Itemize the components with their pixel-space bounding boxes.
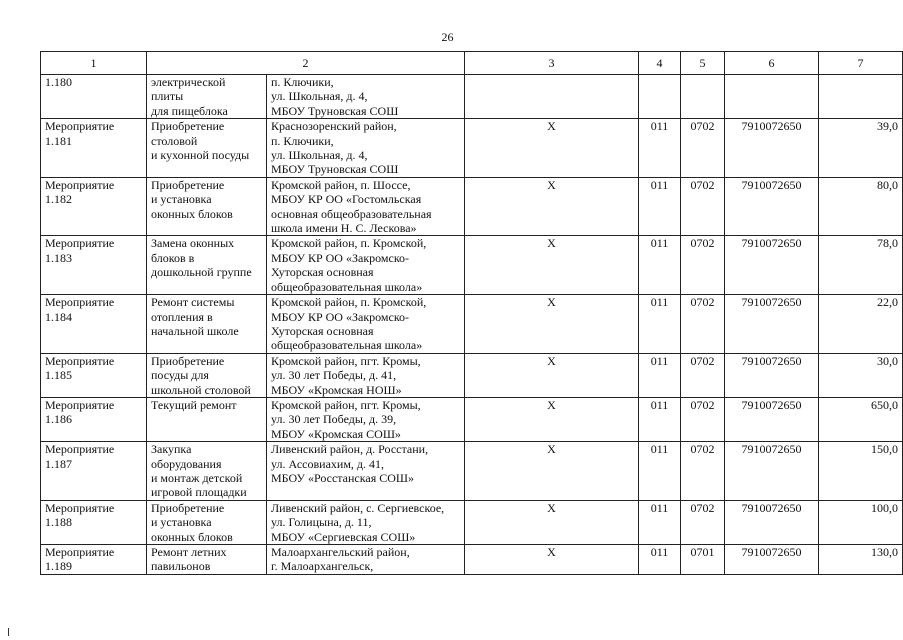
cell-line: ул. Школьная, д. 4, xyxy=(271,148,368,163)
header-cell-4: 4 xyxy=(639,52,681,75)
column3-cell: Х xyxy=(465,442,639,501)
event-id-cell xyxy=(41,119,147,178)
amount-cell xyxy=(819,75,903,119)
cell-line: школа имени Н. С. Лескова» xyxy=(271,221,417,236)
cell-line: Мероприятие xyxy=(45,353,115,368)
event-id-cell xyxy=(41,397,147,441)
page-number: 26 xyxy=(441,30,454,44)
data-table xyxy=(40,51,903,575)
cell-line: 1.186 xyxy=(45,412,72,427)
cell-line: Хуторская основная xyxy=(271,323,374,338)
cell-line: игровой площадки xyxy=(151,485,247,500)
amount-cell: 22,0 xyxy=(819,295,903,354)
amount-cell: 30,0 xyxy=(819,353,903,397)
column6-cell: 7910072650 xyxy=(725,545,819,575)
cell-line: МБОУ Труновская СОШ xyxy=(271,162,399,177)
event-id-cell xyxy=(41,353,147,397)
column5-cell: 0702 xyxy=(681,500,725,544)
cell-line: Краснозоренский район, xyxy=(271,119,397,134)
amount-cell: 78,0 xyxy=(819,236,903,295)
cell-line: 1.187 xyxy=(45,456,72,471)
amount-cell: 100,0 xyxy=(819,500,903,544)
cell-line: 1.183 xyxy=(45,250,72,265)
cell-line: Приобретение xyxy=(151,177,225,192)
cell-line: ул. Ассовиахим, д. 41, xyxy=(271,456,385,471)
location-cell xyxy=(267,119,465,178)
column3-cell: Х xyxy=(465,119,639,178)
cell-line: для пищеблока xyxy=(151,103,228,118)
cell-line: общеобразовательная школа» xyxy=(271,279,423,294)
column5-cell: 0702 xyxy=(681,442,725,501)
location-cell xyxy=(267,177,465,236)
table-row xyxy=(41,545,903,575)
cell-line: Ливенский район, с. Сергиевское, xyxy=(271,500,445,515)
column3-cell: Х xyxy=(465,236,639,295)
cell-line: Кромской район, п. Кромской, xyxy=(271,295,427,310)
column4-cell: 011 xyxy=(639,397,681,441)
cell-line: МБОУ «Кромская СОШ» xyxy=(271,426,401,441)
column5-cell: 0702 xyxy=(681,119,725,178)
cell-line: электрической xyxy=(151,75,226,89)
table-row xyxy=(41,397,903,441)
column3-cell: Х xyxy=(465,295,639,354)
column4-cell: 011 xyxy=(639,500,681,544)
cell-line: и установка xyxy=(151,192,212,207)
event-id-cell xyxy=(41,295,147,354)
cell-line: г. Малоархангельск, xyxy=(271,559,374,574)
header-cell-7: 7 xyxy=(819,52,903,75)
cell-line: Мероприятие xyxy=(45,500,115,515)
event-name-cell xyxy=(147,295,267,354)
amount-cell: 39,0 xyxy=(819,119,903,178)
column4-cell: 011 xyxy=(639,295,681,354)
cell-line: Малоархангельский район, xyxy=(271,545,410,559)
cell-line: и установка xyxy=(151,515,212,530)
cell-line: МБОУ Труновская СОШ xyxy=(271,103,399,118)
cell-line: Мероприятие xyxy=(45,119,115,134)
cell-line: плиты xyxy=(151,89,184,104)
cell-line: Мероприятие xyxy=(45,545,115,559)
cell-line: п. Ключики, xyxy=(271,133,334,148)
cell-line: основная общеобразовательная xyxy=(271,206,432,221)
cell-line: павильонов xyxy=(151,559,211,574)
cell-line: и монтаж детской xyxy=(151,470,243,485)
column6-cell xyxy=(725,75,819,119)
column4-cell: 011 xyxy=(639,119,681,178)
amount-cell: 150,0 xyxy=(819,442,903,501)
event-name-cell xyxy=(147,119,267,178)
cell-line: 1.189 xyxy=(45,559,72,574)
column3-cell: Х xyxy=(465,353,639,397)
cell-line: Мероприятие xyxy=(45,236,115,251)
column5-cell: 0702 xyxy=(681,397,725,441)
column5-cell: 0702 xyxy=(681,236,725,295)
column3-cell: Х xyxy=(465,500,639,544)
table-row xyxy=(41,442,903,501)
event-id-cell xyxy=(41,177,147,236)
cell-line: Приобретение xyxy=(151,353,225,368)
cell-line: Мероприятие xyxy=(45,397,115,412)
location-cell xyxy=(267,75,465,119)
column6-cell: 7910072650 xyxy=(725,500,819,544)
cell-line: Ремонт системы xyxy=(151,295,235,310)
event-name-cell xyxy=(147,353,267,397)
cell-line: МБОУ «Сергиевская СОШ» xyxy=(271,529,416,544)
header-cell-3: 3 xyxy=(465,52,639,75)
column3-cell: Х xyxy=(465,177,639,236)
column4-cell: 011 xyxy=(639,177,681,236)
cell-line: Замена оконных xyxy=(151,236,235,251)
column5-cell: 0702 xyxy=(681,295,725,354)
cell-line: 1.182 xyxy=(45,192,72,207)
location-cell xyxy=(267,545,465,575)
column6-cell: 7910072650 xyxy=(725,236,819,295)
table-row xyxy=(41,295,903,354)
table-row xyxy=(41,353,903,397)
location-cell xyxy=(267,295,465,354)
column4-cell xyxy=(639,75,681,119)
cell-line: Приобретение xyxy=(151,500,225,515)
table-row xyxy=(41,177,903,236)
event-name-cell xyxy=(147,177,267,236)
cell-line: МБОУ «Росстанская СОШ» xyxy=(271,470,415,485)
cell-line: МБОУ КР ОО «Закромско- xyxy=(271,250,410,265)
column6-cell: 7910072650 xyxy=(725,295,819,354)
cell-line: оконных блоков xyxy=(151,206,233,221)
cell-line: 1.184 xyxy=(45,309,72,324)
location-cell xyxy=(267,500,465,544)
cell-line: оконных блоков xyxy=(151,529,233,544)
cell-line: МБОУ КР ОО «Гостомльская xyxy=(271,192,422,207)
column5-cell xyxy=(681,75,725,119)
column4-cell: 011 xyxy=(639,353,681,397)
cell-line: 1.181 xyxy=(45,133,72,148)
cell-line: посуды для xyxy=(151,368,209,383)
event-id-cell xyxy=(41,545,147,575)
cell-line: и кухонной посуды xyxy=(151,148,250,163)
event-name-cell xyxy=(147,236,267,295)
cell-line: Ремонт летних xyxy=(151,545,227,559)
header-cell-6: 6 xyxy=(725,52,819,75)
cell-line: Кромской район, п. Шоссе, xyxy=(271,177,411,192)
cell-line: школьной столовой xyxy=(151,382,251,397)
event-name-cell xyxy=(147,442,267,501)
column6-cell: 7910072650 xyxy=(725,442,819,501)
amount-cell: 130,0 xyxy=(819,545,903,575)
column6-cell: 7910072650 xyxy=(725,177,819,236)
cell-line: ул. 30 лет Победы, д. 39, xyxy=(271,412,397,427)
column6-cell: 7910072650 xyxy=(725,119,819,178)
table-row xyxy=(41,75,903,119)
table-header-row xyxy=(41,52,903,75)
location-cell xyxy=(267,353,465,397)
event-name-cell xyxy=(147,75,267,119)
cell-line: 1.180 xyxy=(45,75,72,89)
table-body xyxy=(41,52,903,575)
cell-line: Мероприятие xyxy=(45,442,115,457)
cell-line: Текущий ремонт xyxy=(151,397,237,412)
cell-line: МБОУ «Кромская НОШ» xyxy=(271,382,402,397)
cell-line: общеобразовательная школа» xyxy=(271,338,423,353)
column6-cell: 7910072650 xyxy=(725,353,819,397)
cell-line: Хуторская основная xyxy=(271,265,374,280)
cell-line: 1.185 xyxy=(45,368,72,383)
cell-line: 1.188 xyxy=(45,515,72,530)
cell-line: Приобретение xyxy=(151,119,225,134)
event-id-cell xyxy=(41,75,147,119)
cell-line: Закупка xyxy=(151,442,192,457)
event-name-cell xyxy=(147,397,267,441)
column5-cell: 0702 xyxy=(681,353,725,397)
table-row xyxy=(41,119,903,178)
event-id-cell xyxy=(41,500,147,544)
amount-cell: 650,0 xyxy=(819,397,903,441)
cell-line: ул. Голицына, д. 11, xyxy=(271,515,372,530)
column4-cell: 011 xyxy=(639,442,681,501)
table-row xyxy=(41,500,903,544)
cell-line: МБОУ КР ОО «Закромско- xyxy=(271,309,410,324)
event-name-cell xyxy=(147,500,267,544)
column3-cell xyxy=(465,75,639,119)
event-id-cell xyxy=(41,236,147,295)
cell-line: начальной школе xyxy=(151,323,239,338)
cell-line: Мероприятие xyxy=(45,295,115,310)
cell-line: Ливенский район, д. Росстани, xyxy=(271,442,429,457)
event-id-cell xyxy=(41,442,147,501)
column3-cell: Х xyxy=(465,397,639,441)
header-cell-5: 5 xyxy=(681,52,725,75)
location-cell xyxy=(267,397,465,441)
column5-cell: 0702 xyxy=(681,177,725,236)
location-cell xyxy=(267,236,465,295)
table-row xyxy=(41,236,903,295)
event-name-cell xyxy=(147,545,267,575)
scan-edge-mark xyxy=(8,628,9,636)
column4-cell: 011 xyxy=(639,236,681,295)
amount-cell: 80,0 xyxy=(819,177,903,236)
cell-line: Кромской район, пгт. Кромы, xyxy=(271,397,421,412)
cell-line: Мероприятие xyxy=(45,177,115,192)
cell-line: Кромской район, п. Кромской, xyxy=(271,236,427,251)
cell-line: Кромской район, пгт. Кромы, xyxy=(271,353,421,368)
location-cell xyxy=(267,442,465,501)
cell-line: дошкольной группе xyxy=(151,265,252,280)
cell-line: п. Ключики, xyxy=(271,75,334,89)
cell-line: ул. 30 лет Победы, д. 41, xyxy=(271,368,397,383)
cell-line: столовой xyxy=(151,133,198,148)
column5-cell: 0701 xyxy=(681,545,725,575)
header-cell-2: 2 xyxy=(147,52,465,75)
header-cell-1: 1 xyxy=(41,52,147,75)
cell-line: отопления в xyxy=(151,309,213,324)
cell-line: блоков в xyxy=(151,250,195,265)
column4-cell: 011 xyxy=(639,545,681,575)
column6-cell: 7910072650 xyxy=(725,397,819,441)
cell-line: оборудования xyxy=(151,456,222,471)
cell-line: ул. Школьная, д. 4, xyxy=(271,89,368,104)
column3-cell: Х xyxy=(465,545,639,575)
